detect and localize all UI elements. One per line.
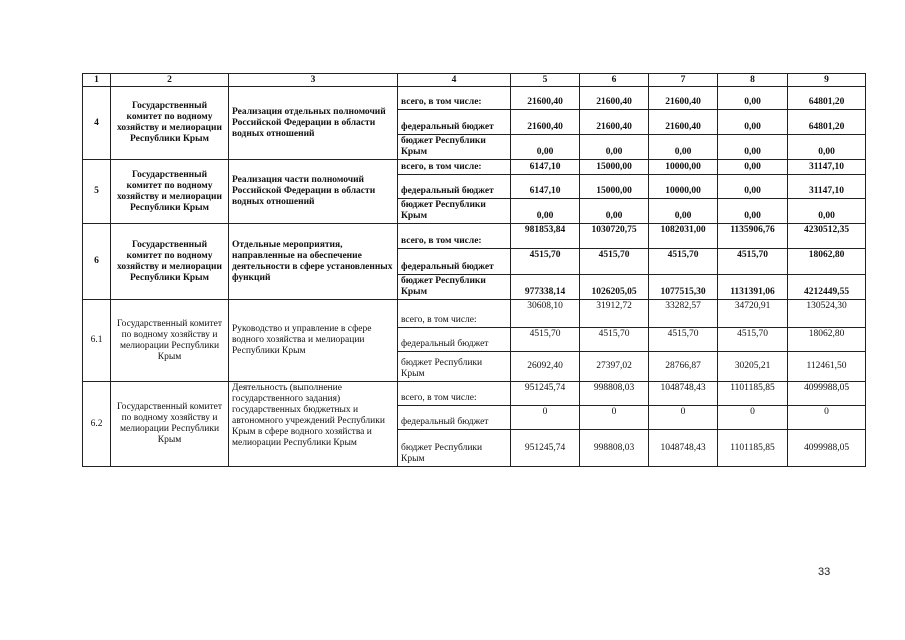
header-cell: 6: [580, 74, 649, 87]
value-cell: 30205,21: [718, 352, 788, 382]
source-cell: бюджет Республики Крым: [398, 135, 511, 160]
source-cell: бюджет Республики Крым: [398, 275, 511, 300]
source-cell: всего, в том числе:: [398, 300, 511, 328]
value-cell: 0: [580, 406, 649, 430]
source-cell: всего, в том числе:: [398, 87, 511, 110]
value-cell: 21600,40: [511, 110, 580, 135]
executor-cell: Государственный комитет по водному хозяйству и мелиорации Республики Крым: [111, 87, 229, 160]
source-cell: федеральный бюджет: [398, 175, 511, 199]
header-cell: 7: [649, 74, 718, 87]
value-cell: 18062,80: [788, 249, 866, 275]
value-cell: 0,00: [788, 199, 866, 224]
source-cell: федеральный бюджет: [398, 110, 511, 135]
value-cell: 31147,10: [788, 175, 866, 199]
value-cell: 27397,02: [580, 352, 649, 382]
table-group: [83, 160, 866, 224]
header-cell: 3: [229, 74, 398, 87]
source-cell: бюджет Республики Крым: [398, 352, 511, 382]
value-cell: 6147,10: [511, 160, 580, 175]
value-cell: 0,00: [718, 175, 788, 199]
value-cell: 31912,72: [580, 300, 649, 328]
value-cell: 4515,70: [511, 249, 580, 275]
executor-cell: Государственный комитет по водному хозяйству и мелиорации Республики Крым: [111, 382, 229, 467]
row-number: 4: [83, 87, 111, 160]
value-cell: 0: [788, 406, 866, 430]
table-row: [83, 224, 866, 249]
value-cell: 21600,40: [580, 110, 649, 135]
value-cell: 4515,70: [718, 328, 788, 352]
table-group: [83, 224, 866, 300]
measure-title: Отдельные мероприятия, направленные на обеспечение деятельности в сфере установленных функций: [229, 224, 398, 300]
value-cell: 4515,70: [511, 328, 580, 352]
source-cell: бюджет Республики Крым: [398, 430, 511, 467]
value-cell: 0,00: [788, 135, 866, 160]
value-cell: 34720,91: [718, 300, 788, 328]
value-cell: 21600,40: [649, 87, 718, 110]
source-cell: всего, в том числе:: [398, 160, 511, 175]
value-cell: 4099988,05: [788, 430, 866, 467]
value-cell: 10000,00: [649, 175, 718, 199]
header-cell: 5: [511, 74, 580, 87]
value-cell: 4515,70: [649, 249, 718, 275]
row-number: 6.2: [83, 382, 111, 467]
value-cell: 1077515,30: [649, 275, 718, 300]
value-cell: 0,00: [511, 199, 580, 224]
value-cell: 28766,87: [649, 352, 718, 382]
value-cell: 15000,00: [580, 160, 649, 175]
value-cell: 0,00: [580, 199, 649, 224]
value-cell: 10000,00: [649, 160, 718, 175]
source-cell: федеральный бюджет: [398, 328, 511, 352]
value-cell: 64801,20: [788, 87, 866, 110]
header-cell: 1: [83, 74, 111, 87]
header-cell: 4: [398, 74, 511, 87]
value-cell: 998808,03: [580, 430, 649, 467]
row-number: 6: [83, 224, 111, 300]
value-cell: 1030720,75: [580, 224, 649, 249]
measure-title: Руководство и управление в сфере водного хозяйства и мелиорации Республики Крым: [229, 300, 398, 382]
table-row: [83, 300, 866, 328]
value-cell: 0: [649, 406, 718, 430]
value-cell: 6147,10: [511, 175, 580, 199]
value-cell: 0,00: [718, 199, 788, 224]
value-cell: 4515,70: [718, 249, 788, 275]
value-cell: 4515,70: [580, 249, 649, 275]
source-cell: всего, в том числе:: [398, 224, 511, 249]
value-cell: 951245,74: [511, 382, 580, 406]
executor-cell: Государственный комитет по водному хозяйству и мелиорации Республики Крым: [111, 224, 229, 300]
value-cell: 1048748,43: [649, 430, 718, 467]
header-row: [83, 74, 866, 87]
table-row: [83, 160, 866, 175]
value-cell: 1101185,85: [718, 430, 788, 467]
value-cell: 0,00: [718, 160, 788, 175]
value-cell: 26092,40: [511, 352, 580, 382]
source-cell: федеральный бюджет: [398, 249, 511, 275]
value-cell: 1026205,05: [580, 275, 649, 300]
value-cell: 0,00: [718, 135, 788, 160]
value-cell: 4099988,05: [788, 382, 866, 406]
value-cell: 0,00: [649, 199, 718, 224]
value-cell: 0,00: [718, 87, 788, 110]
header-cell: 8: [718, 74, 788, 87]
value-cell: 1048748,43: [649, 382, 718, 406]
value-cell: 0,00: [649, 135, 718, 160]
value-cell: 18062,80: [788, 328, 866, 352]
value-cell: 0,00: [580, 135, 649, 160]
value-cell: 64801,20: [788, 110, 866, 135]
executor-cell: Государственный комитет по водному хозяйству и мелиорации Республики Крым: [111, 160, 229, 224]
value-cell: 21600,40: [511, 87, 580, 110]
value-cell: 981853,84: [511, 224, 580, 249]
value-cell: 1131391,06: [718, 275, 788, 300]
value-cell: 4515,70: [649, 328, 718, 352]
value-cell: 0,00: [718, 110, 788, 135]
value-cell: 21600,40: [580, 87, 649, 110]
source-cell: бюджет Республики Крым: [398, 199, 511, 224]
table-group: [83, 87, 866, 160]
row-number: 5: [83, 160, 111, 224]
value-cell: 31147,10: [788, 160, 866, 175]
table-row: [83, 87, 866, 110]
budget-table-sheet: [82, 73, 865, 467]
row-number: 6.1: [83, 300, 111, 382]
value-cell: 998808,03: [580, 382, 649, 406]
value-cell: 0: [718, 406, 788, 430]
value-cell: 0,00: [511, 135, 580, 160]
table-row: [83, 382, 866, 406]
table-group: [83, 300, 866, 382]
value-cell: 977338,14: [511, 275, 580, 300]
value-cell: 1135906,76: [718, 224, 788, 249]
value-cell: 112461,50: [788, 352, 866, 382]
value-cell: 30608,10: [511, 300, 580, 328]
value-cell: 1082031,00: [649, 224, 718, 249]
source-cell: всего, в том числе:: [398, 382, 511, 406]
value-cell: 130524,30: [788, 300, 866, 328]
value-cell: 4230512,35: [788, 224, 866, 249]
value-cell: 21600,40: [649, 110, 718, 135]
page-number: 33: [818, 566, 831, 578]
measure-title: Реализация отдельных полномочий Российской Федерации в области водных отношений: [229, 87, 398, 160]
budget-table: [82, 73, 866, 467]
measure-title: Деятельность (выполнение государственного задания) государственных бюджетных и автономного учреждений Республики Крым в сфере водного хозяйства и мелиорации Республики Крым: [229, 382, 398, 467]
header-cell: 9: [788, 74, 866, 87]
table-group: [83, 382, 866, 467]
source-cell: федеральный бюджет: [398, 406, 511, 430]
executor-cell: Государственный комитет по водному хозяйству и мелиорации Республики Крым: [111, 300, 229, 382]
header-cell: 2: [111, 74, 229, 87]
value-cell: 15000,00: [580, 175, 649, 199]
value-cell: 0: [511, 406, 580, 430]
value-cell: 951245,74: [511, 430, 580, 467]
value-cell: 33282,57: [649, 300, 718, 328]
measure-title: Реализация части полномочий Российской Федерации в области водных отношений: [229, 160, 398, 224]
value-cell: 1101185,85: [718, 382, 788, 406]
value-cell: 4515,70: [580, 328, 649, 352]
value-cell: 4212449,55: [788, 275, 866, 300]
